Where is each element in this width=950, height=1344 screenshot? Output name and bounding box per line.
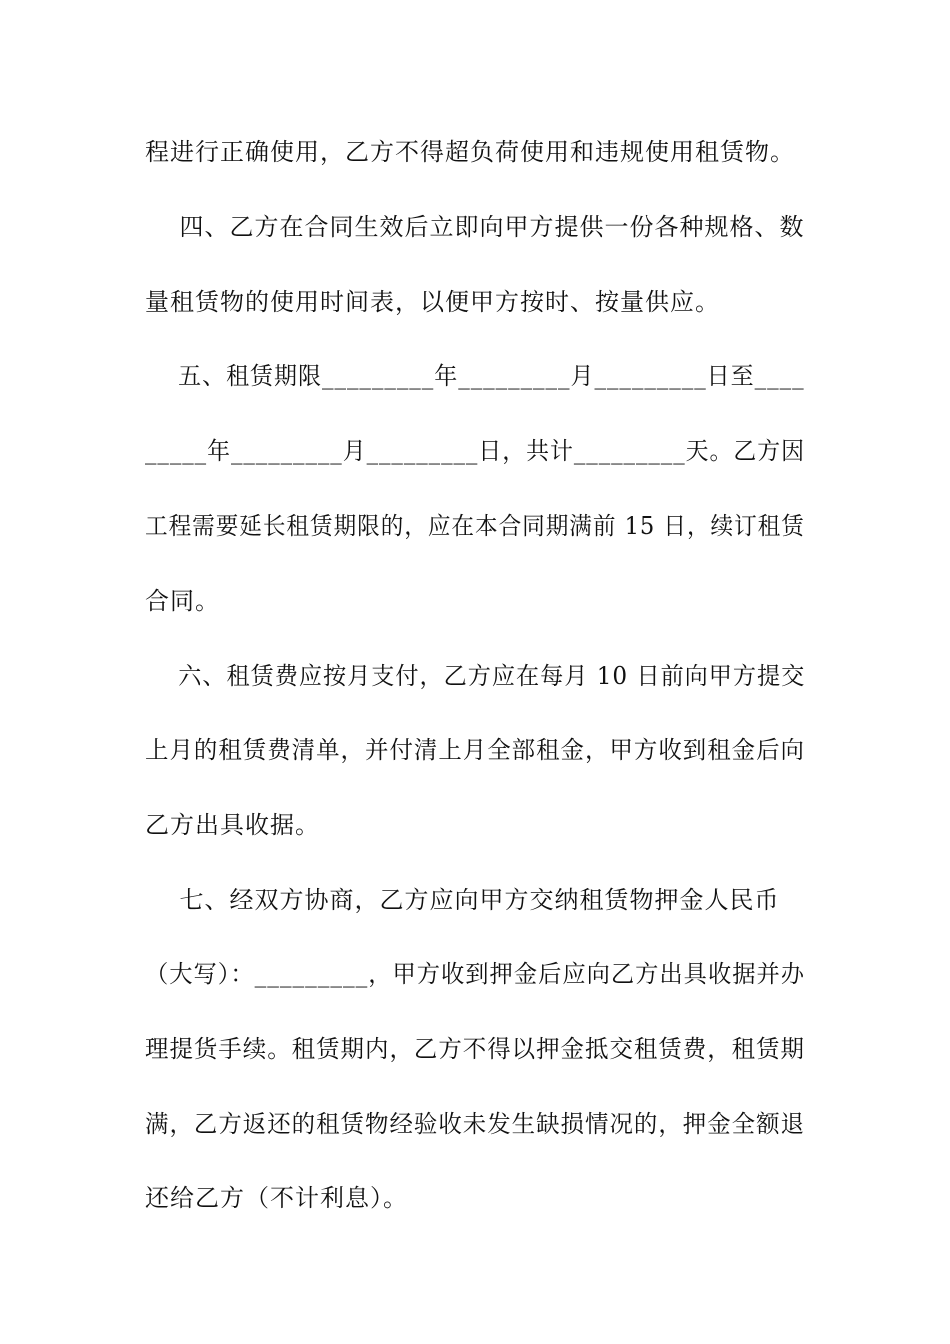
text-line: 量租赁物的使用时间表，以便甲方按时、按量供应。 — [145, 288, 720, 316]
text-line: 五、租赁期限_________年_________月_________日至____ — [145, 362, 805, 390]
text-line: 满，乙方返还的租赁物经验收未发生缺损情况的，押金全额退 — [145, 1110, 805, 1138]
text-line: 程进行正确使用，乙方不得超负荷使用和违规使用租赁物。 — [145, 138, 795, 166]
text-line: 上月的租赁费清单，并付清上月全部租金，甲方收到租金后向 — [145, 736, 805, 764]
text-line: _____年_________月_________日，共计_________天。乙方因 — [145, 437, 805, 465]
text-line: 四、乙方在合同生效后立即向甲方提供一份各种规格、数 — [145, 213, 805, 241]
text-line: （大写）：_________，甲方收到押金后应向乙方出具收据并办 — [145, 960, 805, 988]
text-line: 七、经双方协商，乙方应向甲方交纳租赁物押金人民币 — [145, 886, 780, 914]
text-line: 工程需要延长租赁期限的，应在本合同期满前 15 日，续订租赁 — [145, 512, 805, 540]
text-line: 还给乙方（不计利息）。 — [145, 1184, 408, 1212]
text-line: 乙方出具收据。 — [145, 811, 320, 839]
text-line: 合同。 — [145, 587, 220, 615]
text-line: 六、租赁费应按月支付，乙方应在每月 10 日前向甲方提交 — [145, 662, 806, 690]
text-line: 理提货手续。租赁期内，乙方不得以押金抵交租赁费，租赁期 — [145, 1035, 805, 1063]
